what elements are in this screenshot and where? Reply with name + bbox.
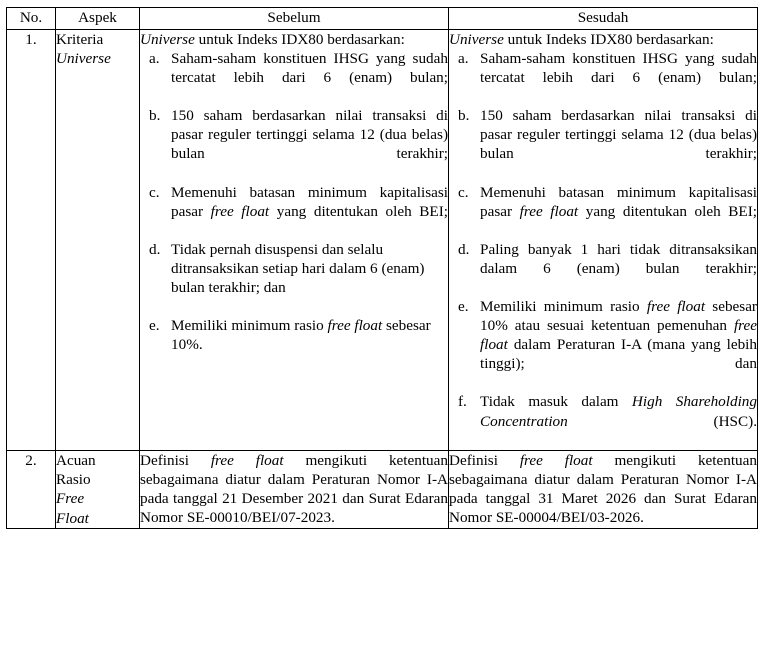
text-post: dalam Peraturan I-A (mana yang lebih tinggi); dan (480, 336, 757, 373)
text-pre: Memiliki minimum rasio (480, 298, 647, 316)
aspect-cell (56, 450, 140, 528)
list-marker: e. (458, 298, 469, 316)
text-mid: sebesar 10% atau sesuai ketentuan pemenuhan (480, 298, 757, 335)
list-item (449, 106, 757, 182)
list-item-text: Paling banyak 1 hari tidak ditransaksikan dalam 6 (enam) bulan terakhir; (480, 240, 757, 277)
list-marker: b. (458, 107, 470, 125)
aspect-cell (56, 30, 140, 451)
list-item-text: Saham-saham konstituen IHSG yang sudah tercatat lebih dari 6 (enam) bulan; (480, 50, 757, 87)
list-item-text (171, 183, 448, 240)
aspect-line-italic: Free (56, 490, 85, 508)
text-pre: Definisi (449, 451, 520, 469)
text-pre: Memenuhi batasan minimum kapitalisasi pasar (480, 183, 757, 220)
row-number-cell: 2. (7, 450, 56, 528)
sesudah-criteria-list (449, 49, 757, 450)
list-item-text: Saham-saham konstituen IHSG yang sudah tercatat lebih dari 6 (enam) bulan; (171, 50, 448, 87)
list-marker: f. (458, 393, 467, 411)
list-marker: d. (149, 240, 161, 258)
text-pre: Memenuhi batasan minimum kapitalisasi pasar (171, 183, 448, 220)
list-item-text (480, 392, 757, 449)
text-italic: free float (210, 202, 270, 220)
list-marker: b. (149, 107, 161, 125)
list-marker: d. (458, 240, 470, 258)
list-item (140, 316, 448, 373)
aspect-line-italic: Universe (56, 50, 111, 68)
text-italic: free float (210, 451, 284, 469)
list-item-text (480, 183, 757, 240)
text-italic: free float (519, 451, 593, 469)
sebelum-paragraph (140, 451, 448, 527)
row-number-cell: 1. (7, 30, 56, 451)
text-pre: Memiliki minimum rasio (171, 317, 328, 335)
list-item-text (171, 316, 448, 373)
sebelum-intro-rest: untuk Indeks IDX80 berdasarkan: (194, 31, 405, 48)
sebelum-intro (140, 30, 448, 49)
list-item (449, 297, 757, 392)
list-item-text (480, 297, 757, 392)
list-item (449, 240, 757, 297)
list-item (140, 49, 448, 106)
list-item-text: Tidak pernah disuspensi dan selalu ditransaksikan setiap hari dalam 6 (enam) bulan terakhir; dan (171, 240, 425, 297)
text-post: sebesar 10%. (171, 317, 431, 354)
sesudah-cell (449, 450, 758, 528)
list-marker: c. (149, 183, 160, 201)
list-marker: a. (149, 50, 160, 68)
text-post: yang ditentukan oleh BEI; (269, 202, 448, 220)
text-post: mengikuti ketentuan sebagaimana diatur dalam Peraturan Nomor I-A pada tanggal 31 Maret 2026 dan Surat Edaran Nomor SE-00004/BEI/03-2026. (449, 451, 757, 526)
column-header-sesudah: Sesudah (449, 8, 758, 30)
sebelum-cell (140, 30, 449, 451)
aspect-line: Rasio (56, 471, 91, 489)
sesudah-paragraph (449, 451, 757, 527)
list-item-text: 150 saham berdasarkan nilai transaksi di pasar reguler tertinggi selama 12 (dua belas) bulan terakhir; (171, 107, 448, 163)
list-item-text: 150 saham berdasarkan nilai transaksi di pasar reguler tertinggi selama 12 (dua belas) bulan terakhir; (480, 107, 757, 163)
aspect-line-italic: Float (56, 509, 89, 527)
sesudah-intro-rest: untuk Indeks IDX80 berdasarkan: (503, 31, 714, 48)
aspect-line: Acuan (56, 451, 96, 469)
list-marker: c. (458, 183, 469, 201)
text-italic-2: free float (480, 317, 757, 354)
text-italic: High Shareholding Concentration (480, 393, 757, 430)
sesudah-intro (449, 30, 757, 49)
comparison-table (6, 7, 758, 529)
list-marker: a. (458, 50, 469, 68)
sesudah-cell (449, 30, 758, 451)
list-item (140, 240, 448, 316)
text-post: mengikuti ketentuan sebagaimana diatur dalam Peraturan Nomor I-A pada tanggal 21 Desember 2021 dan Surat Edaran Nomor SE-00010/BEI/07-2023. (140, 451, 448, 526)
text-post: (HSC). (567, 412, 757, 430)
sebelum-criteria-list (140, 49, 448, 373)
text-italic: free float (327, 317, 383, 335)
table-header-row (7, 8, 758, 30)
text-italic: free float (646, 298, 706, 316)
sebelum-intro-italic: Universe (140, 31, 195, 48)
list-item (449, 49, 757, 106)
table-row (7, 450, 758, 528)
column-header-aspek: Aspek (56, 8, 140, 30)
list-item (140, 106, 448, 182)
list-item (449, 392, 757, 449)
text-post: yang ditentukan oleh BEI; (578, 202, 757, 220)
list-item (449, 183, 757, 240)
list-item (140, 183, 448, 240)
column-header-no: No. (7, 8, 56, 30)
text-pre: Definisi (140, 451, 211, 469)
sesudah-intro-italic: Universe (449, 31, 504, 48)
table-row (7, 30, 758, 451)
sebelum-cell (140, 450, 449, 528)
text-pre: Tidak masuk dalam (480, 393, 632, 411)
text-italic: free float (519, 202, 579, 220)
list-marker: e. (149, 317, 160, 335)
aspect-line: Kriteria (56, 31, 104, 48)
column-header-sebelum: Sebelum (140, 8, 449, 30)
